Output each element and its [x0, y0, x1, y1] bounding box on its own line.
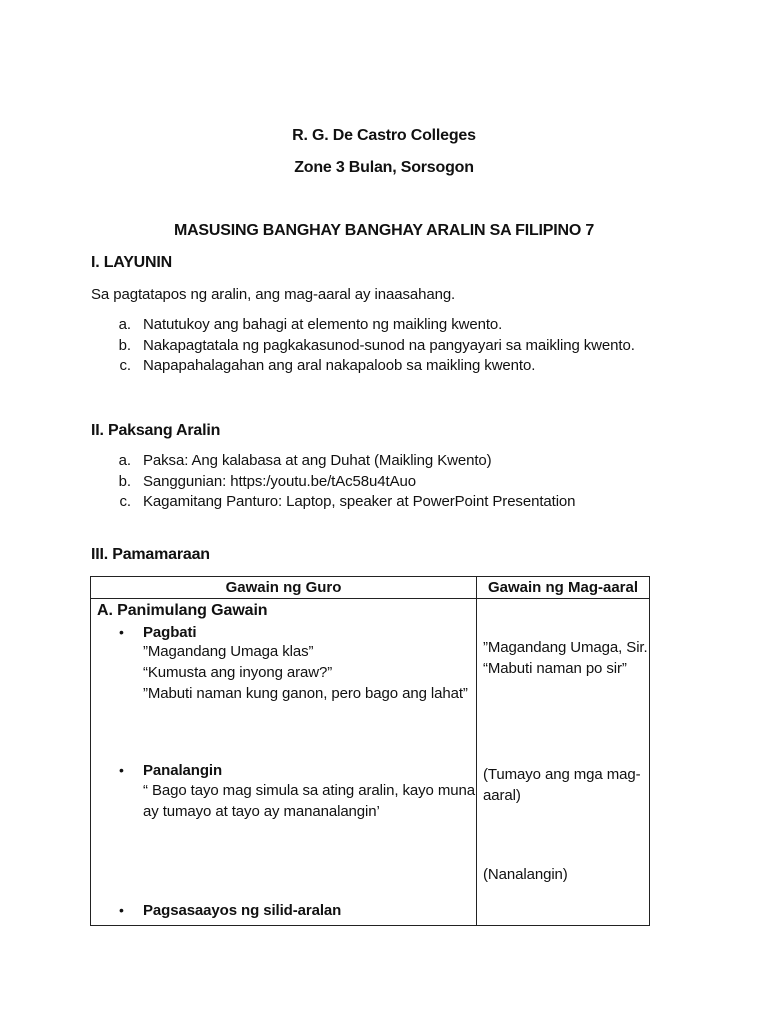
- panalangin-guro-line: “ Bago tayo mag simula sa ating aralin, kayo muna: [143, 782, 475, 799]
- bullet-icon: •: [119, 902, 124, 918]
- layunin-intro: Sa pagtatapos ng aralin, ang mag-aaral ay inaasahang.: [91, 286, 456, 303]
- pagbati-label: Pagbati: [143, 624, 197, 641]
- panalangin-magaaral-line: aaral): [483, 787, 521, 804]
- panalangin-magaaral-after: (Nanalangin): [483, 866, 568, 883]
- school-address: Zone 3 Bulan, Sorsogon: [294, 159, 474, 176]
- school-name: R. G. De Castro Colleges: [292, 127, 476, 144]
- section-heading-paksa: II. Paksang Aralin: [91, 422, 221, 439]
- pagbati-guro-line: “Kumusta ang inyong araw?”: [143, 664, 333, 681]
- list-item: a. Natutukoy ang bahagi at elemento ng maikling kwento.: [135, 315, 635, 336]
- list-item: c. Kagamitang Panturo: Laptop, speaker at PowerPoint Presentation: [135, 492, 575, 513]
- list-item: b. Nakapagtatala ng pagkakasunod-sunod na pangyayari sa maikling kwento.: [135, 336, 635, 357]
- table-header-divider: [91, 598, 649, 599]
- lesson-table: [90, 576, 650, 926]
- layunin-list: [91, 315, 635, 377]
- pagbati-magaaral-line: “Mabuti naman po sir”: [483, 660, 627, 677]
- pagbati-guro-line: ”Mabuti naman kung ganon, pero bago ang lahat”: [143, 685, 468, 702]
- list-item: a. Paksa: Ang kalabasa at ang Duhat (Maikling Kwento): [135, 451, 575, 472]
- pagbati-guro-line: ”Magandang Umaga klas”: [143, 643, 314, 660]
- section-heading-pamamaraan: III. Pamamaraan: [91, 546, 210, 563]
- list-item: c. Napapahalagahan ang aral nakapaloob sa maikling kwento.: [135, 356, 635, 377]
- panalangin-magaaral-line: (Tumayo ang mga mag-: [483, 766, 641, 783]
- table-header-guro: Gawain ng Guro: [225, 579, 342, 596]
- document-title: MASUSING BANGHAY BANGHAY ARALIN SA FILIPINO 7: [173, 222, 595, 239]
- table-column-divider: [476, 577, 477, 925]
- paksa-list: [91, 451, 575, 513]
- panalangin-label: Panalangin: [143, 762, 223, 779]
- table-header-magaaral: Gawain ng Mag-aaral: [487, 579, 639, 596]
- bullet-icon: •: [119, 624, 124, 640]
- section-a-title: A. Panimulang Gawain: [97, 602, 268, 619]
- list-item: b. Sanggunian: https:/youtu.be/tAc58u4tAuo: [135, 472, 575, 493]
- section-heading-layunin: I. LAYUNIN: [91, 254, 172, 271]
- bullet-icon: •: [119, 762, 124, 778]
- panalangin-guro-line: ay tumayo at tayo ay mananalangin’: [143, 803, 380, 820]
- pagsasaayos-label: Pagsasaayos ng silid-aralan: [143, 902, 342, 919]
- pagbati-magaaral-line: ”Magandang Umaga, Sir.: [483, 639, 648, 656]
